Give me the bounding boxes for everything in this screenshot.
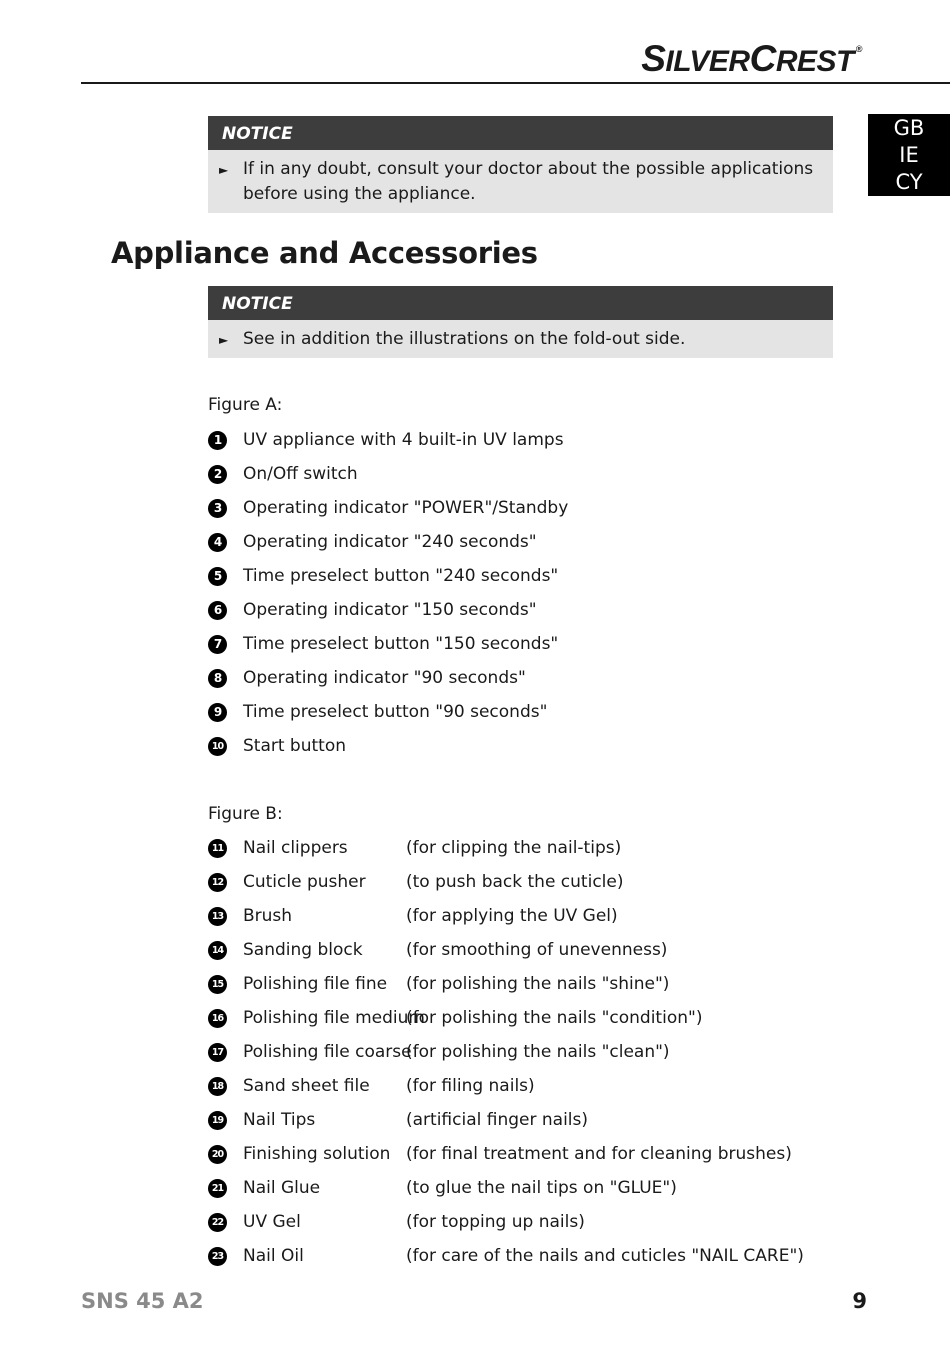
notice-text: See in addition the illustrations on the fold-out side. (243, 329, 686, 349)
list-item (208, 729, 568, 763)
list-item (208, 1069, 804, 1103)
notice-body (208, 320, 833, 358)
item-description: (for polishing the nails "clean") (406, 1042, 670, 1062)
number-badge-icon: 15 (208, 975, 227, 994)
list-item (208, 491, 568, 525)
figure-b-list (208, 831, 804, 1273)
language-code: CY (895, 169, 923, 194)
item-name: UV Gel (243, 1212, 301, 1232)
item-text: Start button (243, 736, 347, 756)
notice-heading: NOTICE (208, 116, 833, 150)
list-item (208, 899, 804, 933)
list-item (208, 627, 568, 661)
item-text: Time preselect button "90 seconds" (243, 702, 548, 722)
number-badge-icon: 23 (208, 1247, 227, 1266)
model-number: SNS 45 A2 (81, 1289, 204, 1313)
item-name: Polishing file fine (243, 974, 388, 994)
notice-body (208, 150, 833, 213)
list-item (208, 1137, 804, 1171)
notice-text: If in any doubt, consult your doctor about the possible applications before using the appliance. (243, 159, 814, 204)
list-item (208, 1171, 804, 1205)
figure-a-label: Figure A: (208, 395, 283, 415)
list-item (208, 967, 804, 1001)
figure-b-label: Figure B: (208, 804, 283, 824)
list-item (208, 831, 804, 865)
item-name: Brush (243, 906, 293, 926)
list-item (208, 1103, 804, 1137)
item-text: Operating indicator "POWER"/Standby (243, 498, 569, 518)
item-description: (for clipping the nail-tips) (406, 838, 622, 858)
number-badge-icon: 13 (208, 907, 227, 926)
list-item (208, 457, 568, 491)
page-number: 9 (852, 1289, 867, 1313)
language-code: IE (899, 142, 919, 167)
item-text: Time preselect button "150 seconds" (243, 634, 559, 654)
list-item (208, 593, 568, 627)
item-description: (artificial finger nails) (406, 1110, 589, 1130)
language-code: GB (893, 115, 925, 140)
list-item (208, 1239, 804, 1273)
number-badge-icon: 3 (208, 499, 227, 518)
item-name: Nail Tips (243, 1110, 316, 1130)
item-text: UV appliance with 4 built-in UV lamps (243, 430, 564, 450)
number-badge-icon: 2 (208, 465, 227, 484)
item-text: Operating indicator "150 seconds" (243, 600, 537, 620)
number-badge-icon: 10 (208, 737, 227, 756)
item-text: Operating indicator "240 seconds" (243, 532, 537, 552)
list-item (208, 933, 804, 967)
number-badge-icon: 11 (208, 839, 227, 858)
item-text: Operating indicator "90 seconds" (243, 668, 526, 688)
list-item (208, 559, 568, 593)
item-description: (to glue the nail tips on "GLUE") (406, 1178, 677, 1198)
list-item (208, 661, 568, 695)
item-name: Sanding block (243, 940, 363, 960)
arrow-bullet-icon: ► (219, 163, 229, 177)
list-item (208, 1035, 804, 1069)
list-item (208, 423, 568, 457)
number-badge-icon: 8 (208, 669, 227, 688)
list-item (208, 1001, 804, 1035)
item-description: (for smoothing of unevenness) (406, 940, 668, 960)
number-badge-icon: 9 (208, 703, 227, 722)
item-name: Nail clippers (243, 838, 348, 858)
item-description: (for polishing the nails "shine") (406, 974, 670, 994)
item-name: Cuticle pusher (243, 872, 366, 892)
item-name: Sand sheet file (243, 1076, 370, 1096)
number-badge-icon: 5 (208, 567, 227, 586)
header-rule (81, 82, 950, 84)
number-badge-icon: 18 (208, 1077, 227, 1096)
item-name: Finishing solution (243, 1144, 391, 1164)
list-item (208, 525, 568, 559)
list-item (208, 695, 568, 729)
notice-box-doctor (208, 116, 833, 213)
number-badge-icon: 20 (208, 1145, 227, 1164)
number-badge-icon: 1 (208, 431, 227, 450)
list-item (208, 1205, 804, 1239)
item-description: (to push back the cuticle) (406, 872, 624, 892)
arrow-bullet-icon: ► (219, 333, 229, 347)
number-badge-icon: 14 (208, 941, 227, 960)
number-badge-icon: 6 (208, 601, 227, 620)
number-badge-icon: 4 (208, 533, 227, 552)
item-description: (for care of the nails and cuticles "NAIL CARE") (406, 1246, 804, 1266)
language-tab (868, 114, 950, 196)
item-description: (for final treatment and for cleaning brushes) (406, 1144, 792, 1164)
number-badge-icon: 17 (208, 1043, 227, 1062)
item-name: Polishing file medium (243, 1008, 425, 1028)
item-name: Polishing file coarse (243, 1042, 412, 1062)
number-badge-icon: 12 (208, 873, 227, 892)
section-title: Appliance and Accessories (111, 236, 538, 270)
item-description: (for filing nails) (406, 1076, 535, 1096)
notice-heading: NOTICE (208, 286, 833, 320)
number-badge-icon: 22 (208, 1213, 227, 1232)
number-badge-icon: 7 (208, 635, 227, 654)
item-name: Nail Glue (243, 1178, 321, 1198)
figure-a-list (208, 423, 568, 763)
number-badge-icon: 19 (208, 1111, 227, 1130)
list-item (208, 865, 804, 899)
item-text: On/Off switch (243, 464, 358, 484)
item-description: (for topping up nails) (406, 1212, 585, 1232)
item-text: Time preselect button "240 seconds" (243, 566, 559, 586)
item-description: (for applying the UV Gel) (406, 906, 618, 926)
brand-logo: SILVERCREST ® (641, 38, 862, 79)
item-name: Nail Oil (243, 1246, 304, 1266)
number-badge-icon: 16 (208, 1009, 227, 1028)
number-badge-icon: 21 (208, 1179, 227, 1198)
notice-box-illustrations (208, 286, 833, 358)
item-description: (for polishing the nails "condition") (406, 1008, 703, 1028)
